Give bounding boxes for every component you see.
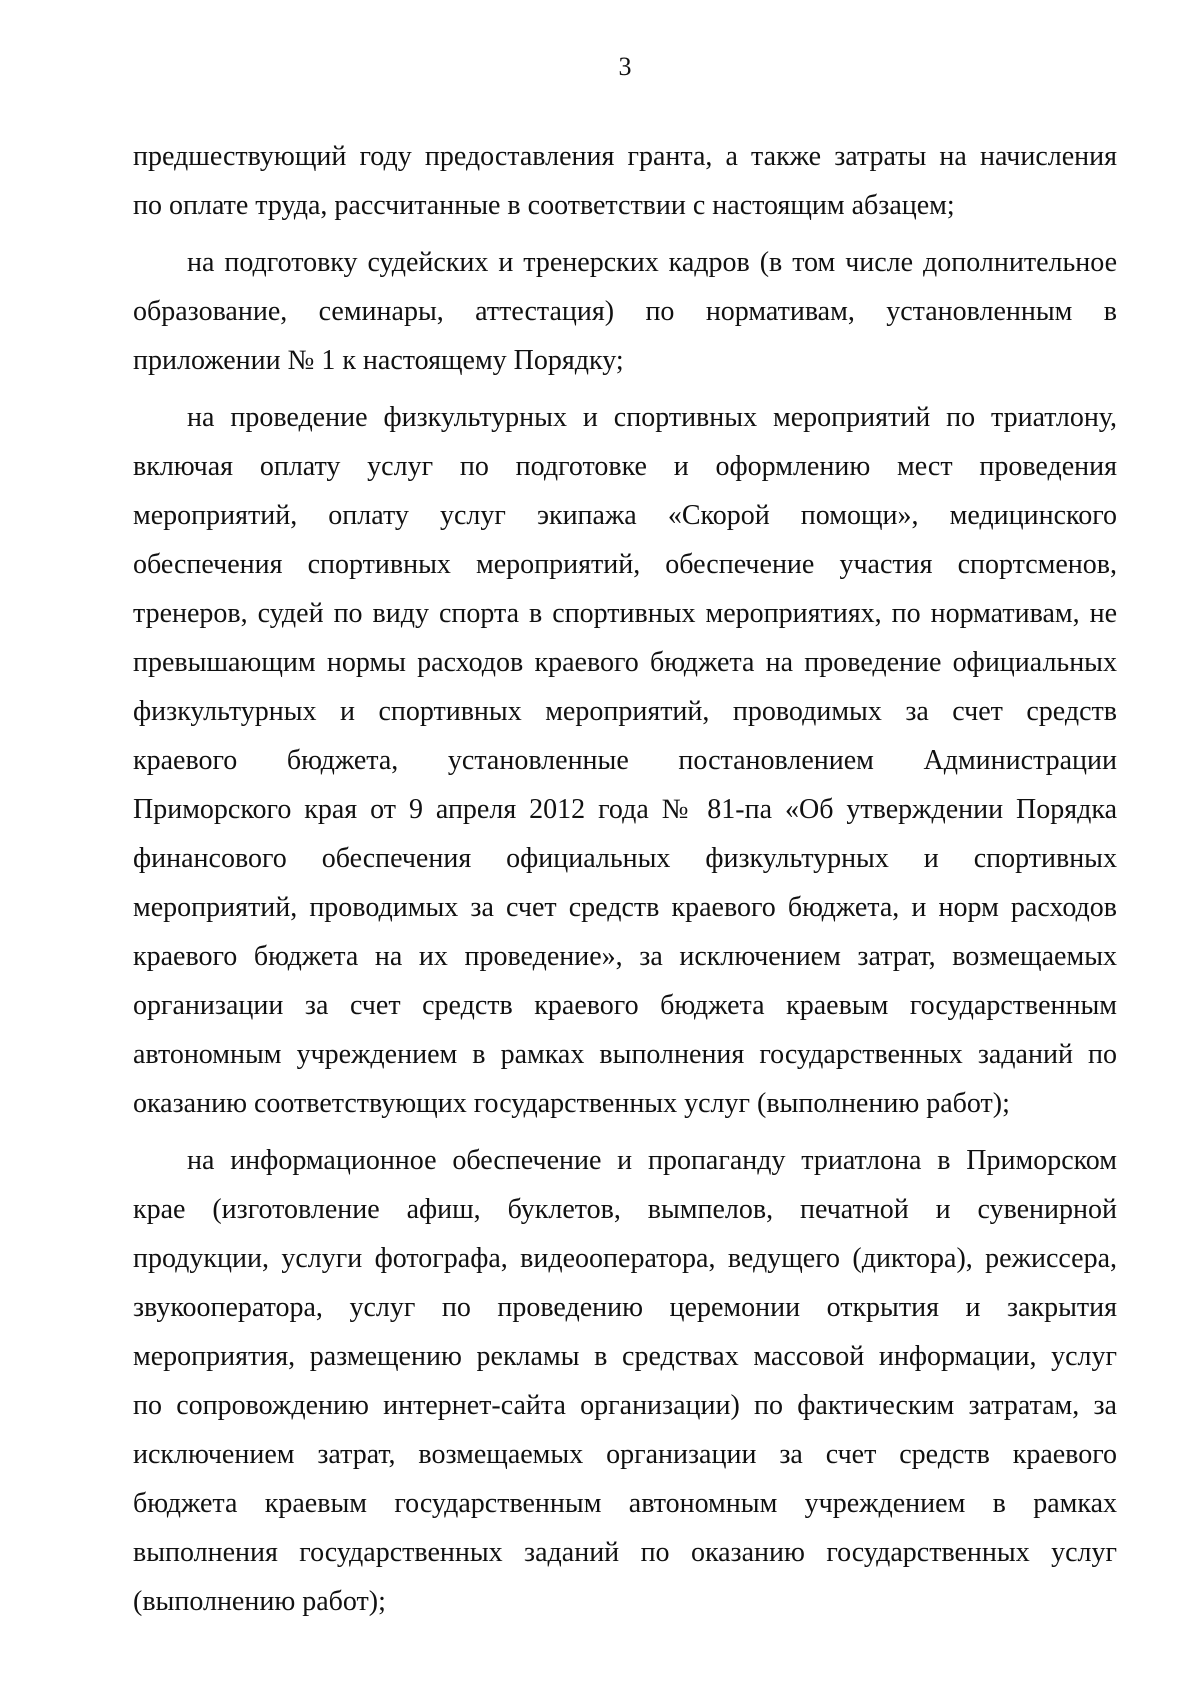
text-line: приложении № 1 к настоящему Порядку;: [133, 345, 624, 376]
document-body: [133, 132, 1117, 1626]
text-line: мероприятий, проводимых за счет средств краевого бюджета, и норм расходов: [133, 892, 1117, 923]
text-line: обеспечения спортивных мероприятий, обеспечение участия спортсменов,: [133, 549, 1117, 580]
text-line: бюджета краевым государственным автономным учреждением в рамках: [133, 1488, 1117, 1519]
text-line: Приморского края от 9 апреля 2012 года № 81-па «Об утверждении Порядка: [133, 794, 1117, 825]
text-line: исключением затрат, возмещаемых организации за счет средств краевого: [133, 1439, 1117, 1470]
text-line: образование, семинары, аттестация) по нормативам, установленным в: [133, 296, 1117, 327]
text-line: физкультурных и спортивных мероприятий, проводимых за счет средств: [133, 696, 1117, 727]
text-line: автономным учреждением в рамках выполнения государственных заданий по: [133, 1039, 1117, 1070]
text-line: мероприятий, оплату услуг экипажа «Скорой помощи», медицинского: [133, 500, 1117, 531]
text-line: финансового обеспечения официальных физкультурных и спортивных: [133, 843, 1117, 874]
text-line: краевого бюджета на их проведение», за исключением затрат, возмещаемых: [133, 941, 1117, 972]
text-line: крае (изготовление афиш, буклетов, вымпелов, печатной и сувенирной: [133, 1194, 1117, 1225]
text-line: по оплате труда, рассчитанные в соответствии с настоящим абзацем;: [133, 190, 955, 221]
text-line: предшествующий году предоставления гранта, а также затраты на начисления: [133, 141, 1117, 172]
page-number: 3: [618, 52, 632, 81]
text-line: продукции, услуги фотографа, видеооператора, ведущего (диктора), режиссера,: [133, 1243, 1117, 1274]
text-line: включая оплату услуг по подготовке и оформлению мест проведения: [133, 451, 1117, 482]
text-line: звукооператора, услуг по проведению церемонии открытия и закрытия: [133, 1292, 1117, 1323]
text-line: краевого бюджета, установленные постановлением Администрации: [133, 745, 1117, 776]
text-line: мероприятия, размещению рекламы в средствах массовой информации, услуг: [133, 1341, 1117, 1372]
text-line: организации за счет средств краевого бюджета краевым государственным: [133, 990, 1117, 1021]
text-line: на информационное обеспечение и пропаганду триатлона в Приморском: [187, 1145, 1117, 1176]
paragraph: [133, 132, 1117, 230]
paragraph: [133, 1136, 1117, 1626]
text-line: (выполнению работ);: [133, 1586, 386, 1617]
text-line: выполнения государственных заданий по оказанию государственных услуг: [133, 1537, 1117, 1568]
text-line: оказанию соответствующих государственных услуг (выполнению работ);: [133, 1088, 1010, 1119]
text-line: тренеров, судей по виду спорта в спортивных мероприятиях, по нормативам, не: [133, 598, 1117, 629]
text-line: на подготовку судейских и тренерских кадров (в том числе дополнительное: [187, 247, 1117, 278]
text-line: на проведение физкультурных и спортивных мероприятий по триатлону,: [187, 402, 1117, 433]
text-line: превышающим нормы расходов краевого бюджета на проведение официальных: [133, 647, 1117, 678]
paragraph: [133, 393, 1117, 1128]
paragraph: [133, 238, 1117, 385]
text-line: по сопровождению интернет-сайта организации) по фактическим затратам, за: [133, 1390, 1117, 1421]
